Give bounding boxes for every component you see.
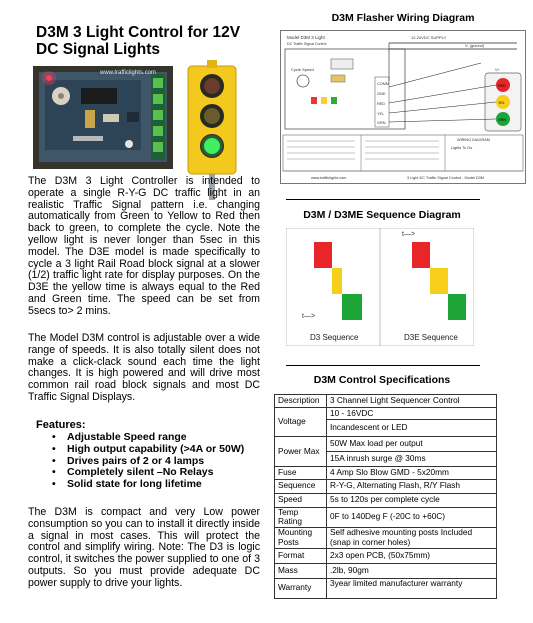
table-row bbox=[275, 527, 497, 548]
spec-label: Power Max bbox=[275, 437, 327, 467]
spec-value: Incandescent or LED bbox=[327, 420, 497, 437]
wiring-ground-label: V- (ground) bbox=[465, 44, 484, 48]
spec-value: 3 Channel Light Sequencer Control bbox=[327, 395, 497, 408]
terminal-gnd: GND bbox=[377, 92, 386, 96]
spec-label: Fuse bbox=[275, 467, 327, 480]
spec-table bbox=[274, 394, 497, 599]
sequence-diagram-title: D3M / D3ME Sequence Diagram bbox=[303, 209, 461, 221]
adjustable-paragraph: The Model D3M control is adjustable over a wide range of speeds. It is also totally silent does not make a click-clack sound each time the light changes. It is high powered and will drive most common rail road block signals and most DC Traffic Signal Displays. bbox=[28, 332, 260, 403]
spec-label: Format bbox=[275, 548, 327, 563]
feature-item: • Drives pairs of 2 or 4 lamps bbox=[52, 456, 244, 468]
time-label-left: t—> bbox=[302, 313, 316, 320]
spec-value: 2x3 open PCB, (50x75mm) bbox=[327, 548, 497, 563]
sequence-label-left: D3 Sequence bbox=[310, 333, 359, 342]
terminal-grn: GRN bbox=[377, 121, 386, 125]
spec-label: Sequence bbox=[275, 479, 327, 493]
wiring-schematic bbox=[281, 31, 525, 183]
spec-value: 15A inrush surge @ 30ms bbox=[327, 452, 497, 467]
table-row bbox=[275, 493, 497, 507]
wiring-speed-label: Cycle Speed bbox=[291, 67, 314, 72]
table-row bbox=[275, 407, 497, 420]
table-row bbox=[275, 548, 497, 563]
spec-label: Mounting Posts bbox=[275, 527, 327, 548]
terminal-comm: COMM bbox=[377, 82, 390, 86]
table-row bbox=[275, 479, 497, 493]
lamp-yel-label: YEL bbox=[498, 101, 505, 105]
wiring-vplus-label: V+ bbox=[495, 68, 500, 72]
wiring-board-label: Model D3M 3 Light bbox=[287, 35, 325, 40]
title-line-2: DC Signal Lights bbox=[36, 41, 160, 58]
table-row bbox=[275, 467, 497, 480]
terminal-yel: YEL bbox=[377, 112, 385, 116]
sequence-diagram bbox=[286, 228, 474, 346]
table-row bbox=[275, 507, 497, 527]
lamp-grn-label: GRN bbox=[498, 118, 506, 122]
spec-value: 10 - 16VDC bbox=[327, 407, 497, 420]
spec-top-rule bbox=[286, 365, 480, 366]
spec-value: 4 Amp Slo Blow GMD - 5x20mm bbox=[327, 467, 497, 480]
spec-label: Temp Rating bbox=[275, 507, 327, 527]
compact-paragraph: The D3M is compact and very Low power consumption so you can to install it directly inside a signal in most cases. This will protect the control and simplify wiring. Note: The D3 is logic control, it switches the power supplied to one of 3 outputs. So you must provide adequate DC power supply to drive your lights. bbox=[28, 506, 260, 589]
features-list bbox=[52, 432, 244, 491]
wiring-brand: Lights To Go bbox=[451, 146, 473, 150]
sequence-top-rule bbox=[286, 199, 480, 200]
wiring-board-sub: DC Traffic Signal Control bbox=[287, 42, 327, 46]
spec-value: 50W Max load per output bbox=[327, 437, 497, 452]
wiring-supply-label: 12-24VDC SUPPLY bbox=[411, 35, 447, 40]
sequence-label-right: D3E Sequence bbox=[404, 333, 458, 342]
page-title bbox=[36, 24, 240, 58]
feature-item: • Completely silent –No Relays bbox=[52, 467, 244, 479]
spec-value: Self adhesive mounting posts Included (snap in corner holes) bbox=[327, 527, 497, 548]
time-label-right: t—> bbox=[402, 231, 416, 238]
spec-value: .2lb, 90gm bbox=[327, 563, 497, 578]
feature-item: • High output capability (>4A or 50W) bbox=[52, 444, 244, 456]
feature-item: • Solid state for long lifetime bbox=[52, 479, 244, 491]
wiring-url: www.trafficlights.com bbox=[311, 176, 347, 180]
sequence-chart bbox=[286, 228, 474, 346]
spec-value: 5s to 120s per complete cycle bbox=[327, 493, 497, 507]
controller-board-photo bbox=[33, 66, 173, 169]
table-row bbox=[275, 437, 497, 452]
spec-value: 3year limited manufacturer warranty bbox=[327, 578, 497, 598]
pcb-image bbox=[33, 66, 173, 169]
wiring-caption: 3 Light DC Traffic Signal Control - Model D3M bbox=[407, 176, 484, 180]
spec-label: Description bbox=[275, 395, 327, 408]
table-row bbox=[275, 578, 497, 598]
table-row bbox=[275, 563, 497, 578]
terminal-red: RED bbox=[377, 102, 386, 106]
spec-value: R-Y-G, Alternating Flash, R/Y Flash bbox=[327, 479, 497, 493]
spec-title: D3M Control Specifications bbox=[313, 374, 451, 386]
features-heading: Features: bbox=[36, 419, 86, 431]
title-line-1: D3M 3 Light Control for 12V bbox=[36, 24, 241, 41]
spec-label: Speed bbox=[275, 493, 327, 507]
spec-label: Warranty bbox=[275, 578, 327, 598]
wiring-diagram-title: D3M Flasher Wiring Diagram bbox=[331, 12, 475, 24]
spec-label: Mass bbox=[275, 563, 327, 578]
spec-label: Voltage bbox=[275, 407, 327, 437]
intro-paragraph: The D3M 3 Light Controller is intended to operate a single R-Y-G DC traffic light in an realistic Traffic Signal pattern i.e. changing automatically from Green to Yellow to Red then back to green, to complete the cycle. Note the yellow light is never longer than 5sec in this model. The D3E model is made specifically to cycle a 3 light Rail Road block signal at a slower (1/2) traffic light rate for display purposes. On the D3E the yellow time is always equal to the Red and Green time. The speed can be set from 5secs to> 2 mins. bbox=[28, 175, 260, 317]
wiring-box-title: WIRING DIAGRAM bbox=[457, 138, 490, 142]
spec-value: 0F to 140Deg F (-20C to +60C) bbox=[327, 507, 497, 527]
lamp-red-label: RED bbox=[498, 84, 506, 88]
wiring-diagram bbox=[280, 30, 526, 184]
feature-item: • Adjustable Speed range bbox=[52, 432, 244, 444]
board-watermark: www.trafficlights.com bbox=[100, 70, 156, 76]
table-row bbox=[275, 395, 497, 408]
